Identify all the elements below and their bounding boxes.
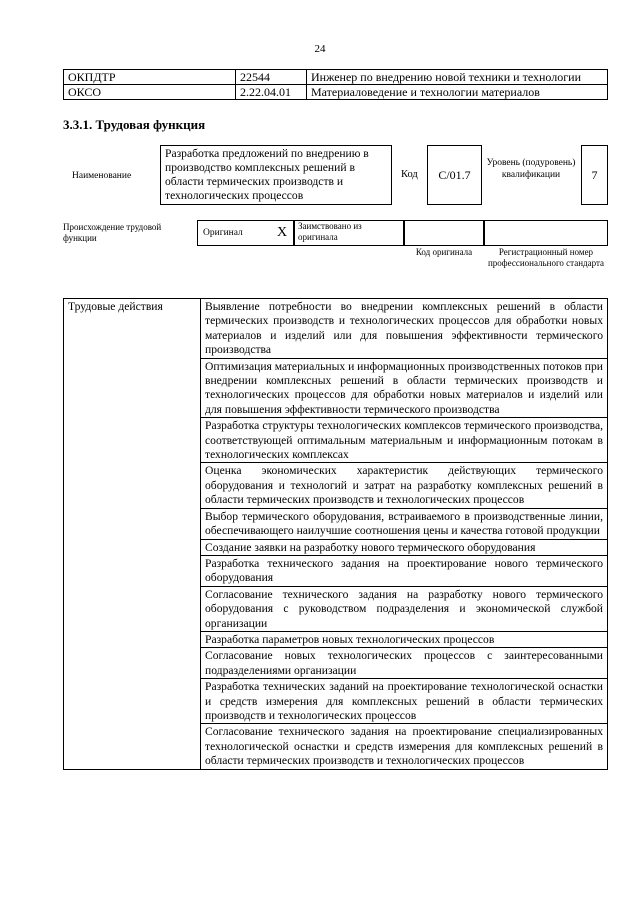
original-mark: X: [277, 225, 288, 240]
name-label: Наименование: [72, 171, 132, 181]
labor-actions-table: [63, 298, 608, 770]
labor-action-item: Согласование технического задания на разработку нового термического оборудования с руководством подразделения и экономической службой организации: [201, 586, 608, 631]
classifier-code: 22544: [236, 70, 307, 85]
original-cell: [197, 220, 294, 246]
table-row: [64, 85, 608, 100]
labor-action-item: Разработка структуры технологических комплексов термического производства, соответствующей оптимальным материальным и информационным потокам в технологических комплексах: [201, 418, 608, 463]
code-label: Код: [401, 169, 418, 180]
registration-number-caption: Регистрационный номер профессионального стандарта: [487, 247, 605, 268]
table-row: [64, 70, 608, 85]
labor-action-item: Выбор термического оборудования, встраиваемого в производственные линии, обеспечивающего наилучшие соотношения цены и качества готовой продукции: [201, 508, 608, 539]
labor-action-item: Оценка экономических характеристик действующих термического оборудования и технологий и затрат на разработку комплексных решений в области термических производств и технологических процессов: [201, 463, 608, 508]
classifier-name: Инженер по внедрению новой техники и технологии: [307, 70, 608, 85]
labor-action-item: Разработка технического задания на проектирование нового термического оборудования: [201, 555, 608, 586]
function-code-box: C/01.7: [427, 145, 482, 205]
labor-action-item: Создание заявки на разработку нового термического оборудования: [201, 539, 608, 555]
page-number: 24: [314, 43, 326, 55]
labor-actions-header: Трудовые действия: [64, 299, 201, 770]
labor-action-item: Оптимизация материальных и информационных производственных потоков при внедрении комплексных решений в области термических производств и технологических процессов для обработки новых материалов и изделий или для повышения эффективности термического производства: [201, 358, 608, 418]
classifier-label: ОКСО: [64, 85, 236, 100]
labor-action-item: Разработка параметров новых технологических процессов: [201, 631, 608, 647]
classifier-codes-table: [63, 69, 608, 100]
original-code-caption: Код оригинала: [415, 247, 473, 257]
classifier-label: ОКПДТР: [64, 70, 236, 85]
labor-action-item: Выявление потребности во внедрении комплексных решений в области термических производств и технологических процессов для обработки новых материалов и изделий или для повышения эффективности термического производства: [201, 299, 608, 359]
labor-action-item: Согласование технического задания на проектирование специализированных технологической оснастки и средств измерения для комплексных решений в области термических производств и технологических процессов: [201, 724, 608, 769]
borrowed-cell: Заимствовано из оригинала: [294, 220, 404, 246]
origin-label: Происхождение трудовой функции: [63, 222, 162, 243]
labor-action-item: Разработка технических заданий на проектирование технологической оснастки и средств измерения для комплексных решений в области термических производств и технологических процессов: [201, 679, 608, 724]
classifier-code: 2.22.04.01: [236, 85, 307, 100]
function-name-box: Разработка предложений по внедрению в производство комплексных решений в области термических производств и технологических процессов: [160, 145, 392, 205]
registration-number-cell: [484, 220, 608, 246]
original-code-cell: [404, 220, 484, 246]
qualification-level-box: 7: [581, 145, 608, 205]
labor-action-item: Согласование новых технологических процессов с заинтересованными подразделениями организации: [201, 648, 608, 679]
table-row: [64, 299, 608, 359]
section-title: 3.3.1. Трудовая функция: [63, 117, 206, 132]
classifier-name: Материаловедение и технологии материалов: [307, 85, 608, 100]
original-label: Оригинал: [203, 228, 243, 238]
level-label: Уровень (подуровень) квалификации: [486, 158, 576, 180]
